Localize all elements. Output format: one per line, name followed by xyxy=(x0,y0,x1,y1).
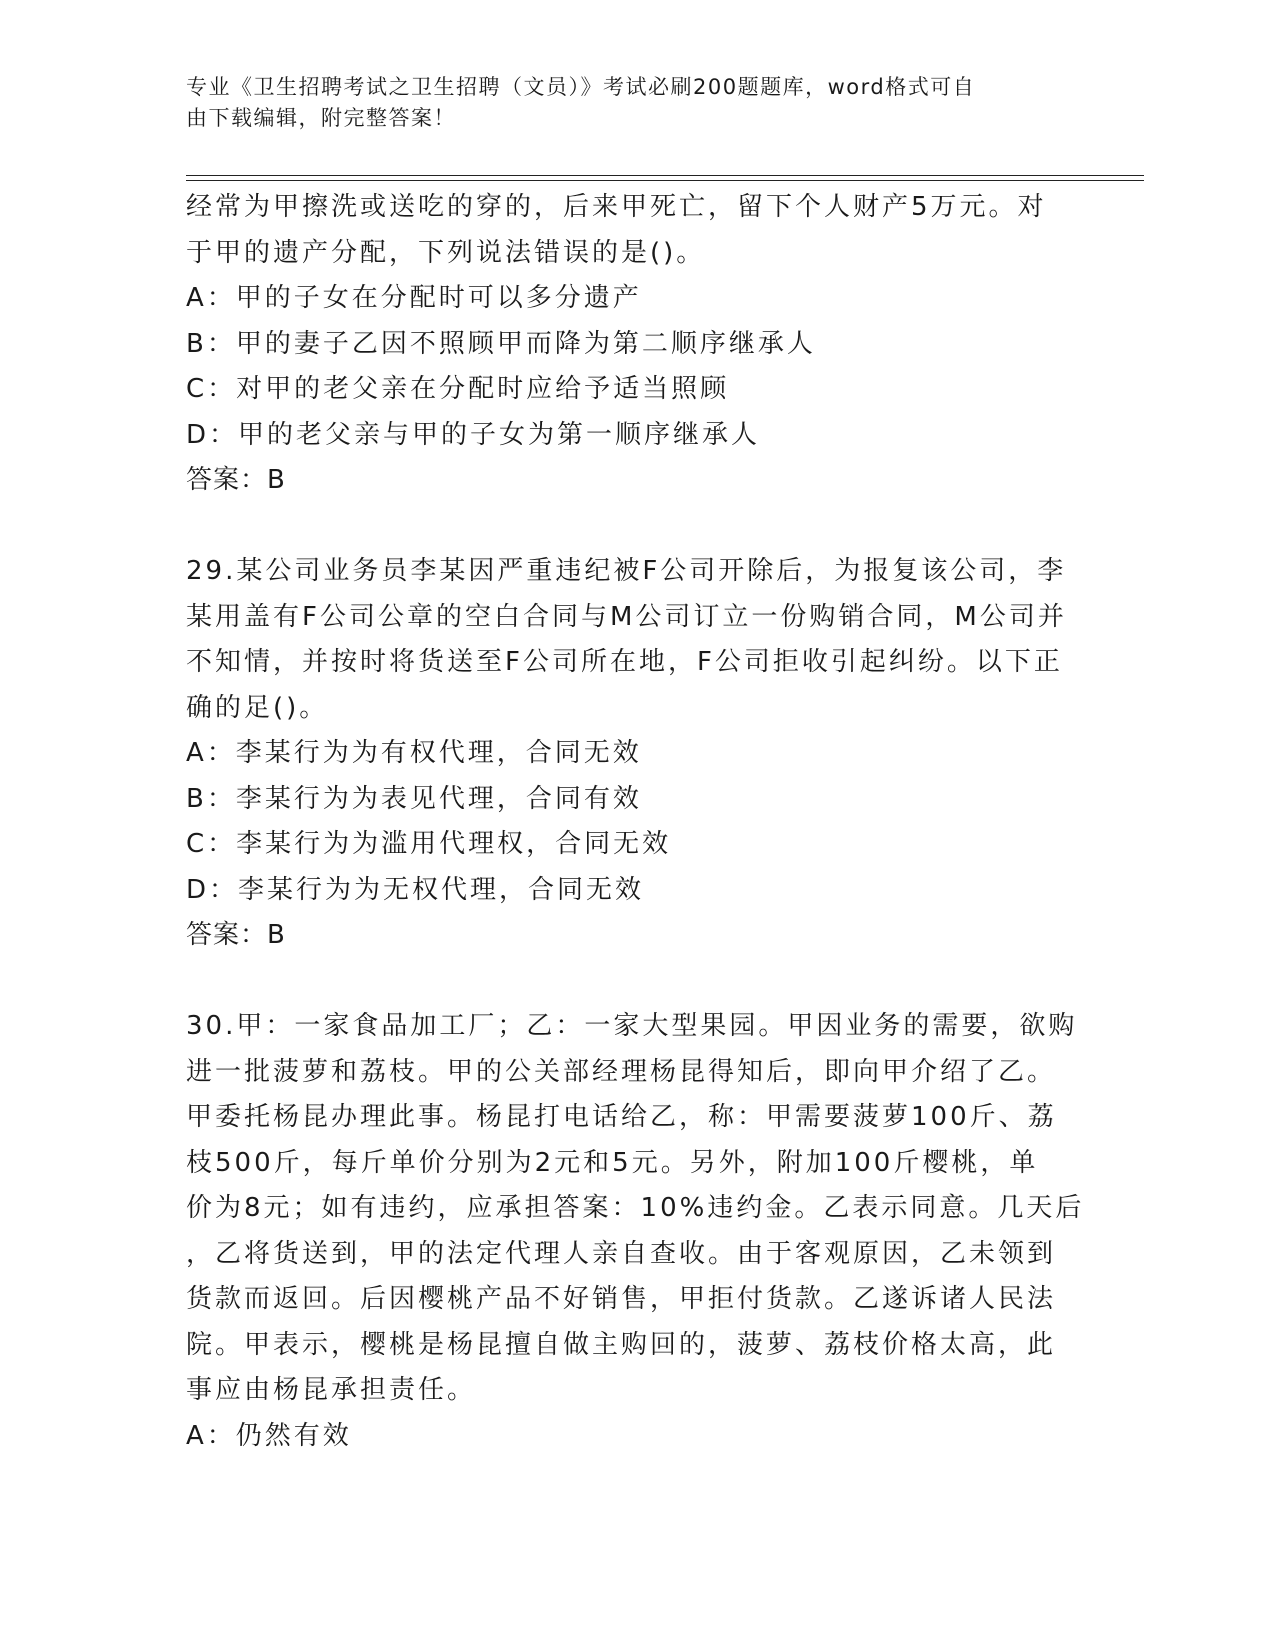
document-body xyxy=(186,185,1086,1459)
q30-stem-line-9: 事应由杨昆承担责任。 xyxy=(186,1375,477,1405)
question-29 xyxy=(186,549,1086,959)
q29-stem-line-3: 不知情，并按时将货送至F公司所在地，F公司拒收引起纠纷。以下正 xyxy=(186,647,1063,677)
q30-option-a: A：仍然有效 xyxy=(186,1420,352,1451)
q30-stem-line-4: 枝500斤，每斤单价分别为2元和5元。另外，附加100斤樱桃，单 xyxy=(186,1147,1039,1178)
q29-stem-line-1: 29.某公司业务员李某因严重违纪被F公司开除后，为报复该公司，李 xyxy=(186,556,1067,586)
q28-stem-line-2: 于甲的遗产分配，下列说法错误的是()。 xyxy=(186,237,706,268)
q29-option-b: B：李某行为为表见代理，合同有效 xyxy=(186,783,642,814)
q30-stem-line-1: 30.甲：一家食品加工厂；乙：一家大型果园。甲因业务的需要，欲购 xyxy=(186,1011,1078,1041)
q30-stem-line-7: 货款而返回。后因樱桃产品不好销售，甲拒付货款。乙遂诉诸人民法 xyxy=(186,1284,1057,1314)
q28-option-c: C：对甲的老父亲在分配时应给予适当照顾 xyxy=(186,374,730,404)
q28-option-a: A：甲的子女在分配时可以多分遗产 xyxy=(186,283,642,313)
question-30 xyxy=(186,1004,1086,1459)
spacer xyxy=(186,504,1086,550)
q29-option-c: C：李某行为为滥用代理权，合同无效 xyxy=(186,829,672,859)
q30-stem-line-2: 进一批菠萝和荔枝。甲的公关部经理杨昆得知后，即向甲介绍了乙。 xyxy=(186,1056,1057,1087)
spacer xyxy=(186,959,1086,1005)
q29-stem-line-2: 某用盖有F公司公章的空白合同与M公司订立一份购销合同，M公司并 xyxy=(186,601,1067,632)
question-28 xyxy=(186,185,1086,504)
header-line-2: 由下载编辑，附完整答案！ xyxy=(186,106,456,130)
q29-option-a: A：李某行为为有权代理，合同无效 xyxy=(186,738,642,768)
q30-stem-line-8: 院。甲表示，樱桃是杨昆擅自做主购回的，菠萝、荔枝价格太高，此 xyxy=(186,1329,1057,1360)
q28-option-b: B：甲的妻子乙因不照顾甲而降为第二顺序继承人 xyxy=(186,328,816,359)
q29-option-d: D：李某行为为无权代理，合同无效 xyxy=(186,874,645,905)
q30-stem-line-6: ，乙将货送到，甲的法定代理人亲自查收。由于客观原因，乙未领到 xyxy=(186,1238,1057,1269)
q30-stem-line-5: 价为8元；如有违约，应承担答案：10%违约金。乙表示同意。几天后 xyxy=(186,1193,1085,1223)
document-header xyxy=(186,72,1066,134)
q28-stem-line-1: 经常为甲擦洗或送吃的穿的，后来甲死亡，留下个人财产5万元。对 xyxy=(186,192,1047,222)
header-rule-bottom xyxy=(186,180,1144,181)
q28-option-d: D：甲的老父亲与甲的子女为第一顺序继承人 xyxy=(186,419,761,450)
q28-answer: 答案：B xyxy=(186,465,286,495)
q29-answer: 答案：B xyxy=(186,920,286,950)
header-rule-top xyxy=(186,175,1144,176)
q29-stem-line-4: 确的足()。 xyxy=(186,692,329,723)
header-line-1: 专业《卫生招聘考试之卫生招聘（文员）》考试必刷200题题库，word格式可自 xyxy=(186,75,976,99)
q30-stem-line-3: 甲委托杨昆办理此事。杨昆打电话给乙，称：甲需要菠萝100斤、荔 xyxy=(186,1102,1057,1132)
